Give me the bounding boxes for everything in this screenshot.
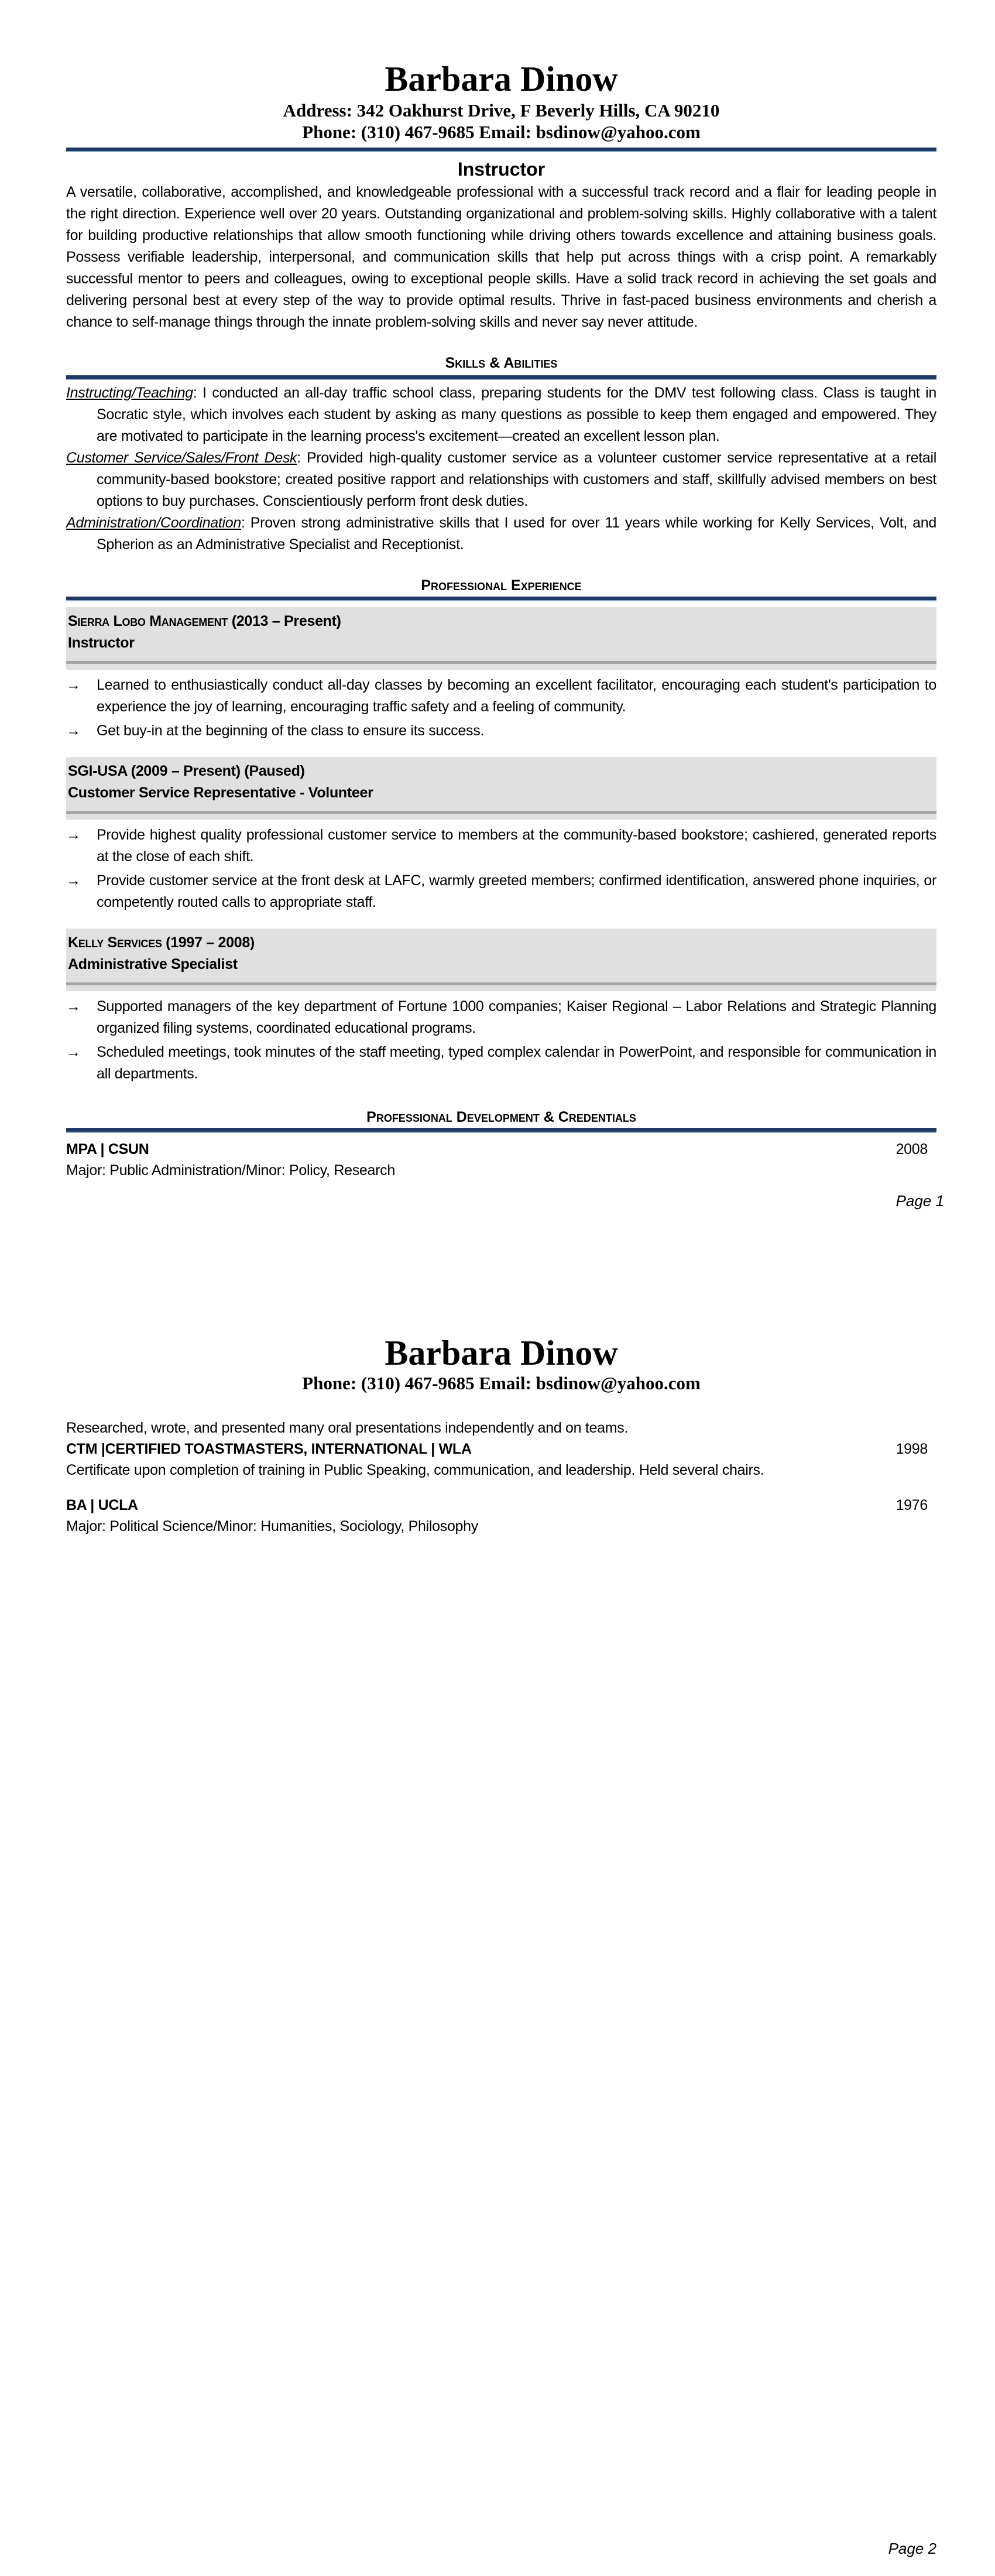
credentials-divider: [66, 1128, 936, 1133]
contact-line: Phone: (310) 467-9685 Email: bsdinow@yahoo.com: [302, 122, 701, 142]
job-header: [66, 929, 936, 991]
bullet-text: Scheduled meetings, took minutes of the staff meeting, typed complex calendar in PowerPoint, and responsible for communication in all departments.: [97, 1044, 936, 1082]
arrow-icon: →: [66, 677, 81, 693]
credential-year: 2008: [896, 1141, 928, 1157]
credential-detail: Major: Public Administration/Minor: Policy, Research: [66, 1162, 395, 1179]
credential-item: [66, 1495, 936, 1537]
skill-item: [66, 382, 936, 447]
arrow-icon: →: [66, 827, 81, 843]
address-line: Address: 342 Oakhurst Drive, F Beverly Hills, CA 90210: [283, 100, 720, 121]
bullet-text: Provide highest quality professional customer service to members at the community-based bookstore; cashiered, generated reports at the close of each shift.: [97, 827, 936, 865]
bullet-text: Learned to enthusiastically conduct all-day classes by becoming an excellent facilitator, encouraging each student's participation to experience the joy of learning, encouraging traffic safety and a feeling of community.: [97, 677, 936, 715]
job-bullet: [66, 824, 936, 868]
job-entry: [66, 757, 936, 913]
job-company: Sierra Lobo Management: [68, 613, 228, 629]
summary-title: Instructor: [457, 159, 545, 180]
credential-item: [66, 1139, 936, 1181]
page-number: Page 2: [888, 2540, 936, 2557]
credentials-heading: Professional Development & Credentials: [366, 1109, 636, 1125]
job-bullet: [66, 674, 936, 718]
bullet-text: Get buy-in at the beginning of the class to ensure its success.: [97, 722, 485, 739]
skills-divider: [66, 375, 936, 380]
job-company: SGI-USA: [68, 763, 128, 779]
credential-title: CTM |CERTIFIED TOASTMASTERS, INTERNATIONAL | WLA: [66, 1441, 472, 1457]
page-number: Page 1: [896, 1192, 944, 1210]
arrow-icon: →: [66, 872, 81, 889]
skill-text: : Proven strong administrative skills that I used for over 11 years while working for Kelly Services, Volt, and Spherion as an Administrative Specialist and Receptionist.: [97, 515, 936, 553]
job-bullet: [66, 720, 936, 742]
credential-detail: Major: Political Science/Minor: Humanities, Sociology, Philosophy: [66, 1518, 478, 1534]
job-role: Administrative Specialist: [68, 956, 238, 972]
job-bullet: [66, 996, 936, 1039]
credential-year: 1976: [896, 1497, 928, 1513]
job-dates: (2013 – Present): [228, 613, 341, 629]
job-entry: [66, 929, 936, 1085]
skill-label: Administration/Coordination: [66, 515, 242, 531]
skills-heading: Skills & Abilities: [445, 355, 558, 371]
job-dates: (2009 – Present) (Paused): [127, 763, 305, 779]
credential-title: MPA | CSUN: [66, 1141, 149, 1157]
credential-year: 1998: [896, 1441, 928, 1457]
arrow-icon: →: [66, 722, 81, 739]
bullet-text: Provide customer service at the front desk at LAFC, warmly greeted members; confirmed identification, answered phone inquiries, or competently routed calls to appropriate staff.: [97, 872, 936, 910]
job-bullet: [66, 870, 936, 913]
bullet-text: Supported managers of the key department of Fortune 1000 companies; Kaiser Regional – Labor Relations and Strategic Planning organized filing systems, coordinated educational programs.: [97, 998, 936, 1036]
credential-item: [66, 1417, 936, 1481]
skill-label: Customer Service/Sales/Front Desk: [66, 450, 297, 466]
skills-list: [66, 382, 936, 556]
job-role: Customer Service Representative - Volunteer: [68, 785, 373, 801]
experience-heading: Professional Experience: [421, 577, 582, 594]
skill-item: [66, 512, 936, 556]
job-role: Instructor: [68, 635, 135, 651]
skill-label: Instructing/Teaching: [66, 385, 193, 401]
job-header: [66, 757, 936, 820]
job-bullet: [66, 1042, 936, 1085]
skill-text: : I conducted an all-day traffic school class, preparing students for the DMV test following class. Class is taught in Socratic style, which involves each student by asking as many questions as possible to keep them engaged and empowered. They are motivated to participate in the learning process's excitement—created an excellent lesson plan.: [97, 385, 936, 444]
arrow-icon: →: [66, 998, 81, 1015]
page-1: [66, 60, 944, 1210]
skill-text: : Provided high-quality customer service as a volunteer customer service representative at a retail community-based bookstore; created positive rapport and relationships with customers and staff, skillfully advised members on best options to buy purchases. Conscientiously perform front desk duties.: [97, 450, 936, 509]
credential-detail: Certificate upon completion of training in Public Speaking, communication, and leadership. Held several chairs.: [66, 1462, 764, 1478]
candidate-name: Barbara Dinow: [385, 60, 618, 98]
candidate-name-page2: Barbara Dinow: [385, 1334, 618, 1372]
skill-item: [66, 447, 936, 512]
credential-title: BA | UCLA: [66, 1497, 138, 1513]
job-entry: [66, 607, 936, 742]
job-dates: (1997 – 2008): [162, 934, 255, 951]
page-2: [66, 1334, 936, 1537]
summary-text: A versatile, collaborative, accomplished, and knowledgeable professional with a successful track record and a flair for leading people in the right direction. Experience well over 20 years. Outstanding organizational and problem-solving skills. Highly collaborative with a talent for building productive relationships that allow smooth functioning while driving others towards excellence and attaining business goals. Possess verifiable leadership, interpersonal, and communication skills that help put across things with a crisp point. A remarkably successful mentor to peers and colleagues, owing to exceptional people skills. Have a solid track record in achieving the set goals and delivering personal best at every step of the way to provide optimal results. Thrive in fast-paced business environments and cherish a chance to self-manage things through the innate problem-solving skills and never say never attitude.: [66, 184, 936, 330]
contact-line-page2: Phone: (310) 467-9685 Email: bsdinow@yahoo.com: [302, 1373, 701, 1393]
experience-divider: [66, 597, 936, 601]
job-company: Kelly Services: [68, 934, 162, 951]
header-divider: [66, 148, 936, 152]
arrow-icon: →: [66, 1044, 81, 1060]
credential-pre: Researched, wrote, and presented many oral presentations independently and on teams.: [66, 1420, 629, 1436]
job-header: [66, 607, 936, 670]
